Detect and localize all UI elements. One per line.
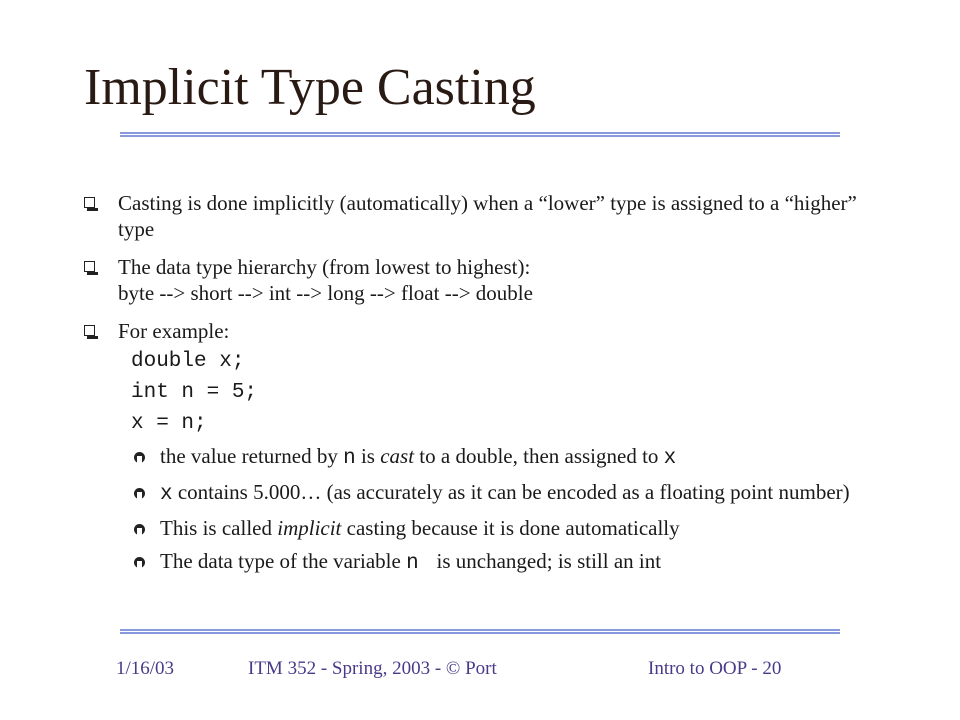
code-inline: n — [406, 552, 432, 575]
sub-bullet-item — [84, 443, 874, 472]
bullet-text: The data type hierarchy (from lowest to highest): — [118, 255, 531, 279]
bullet-text: For example: — [118, 319, 230, 343]
sub-text: is unchanged; is still an int — [431, 549, 662, 573]
checkbox-bullet-icon — [84, 197, 95, 208]
code-inline: n — [343, 447, 356, 470]
bullet-text: Casting is done implicitly (automatically) when a “lower” type is assigned to a “higher” type — [118, 191, 857, 241]
sub-text: the value returned by — [160, 444, 344, 468]
sub-text: contains 5.000… (as accurately as it can be encoded as a floating point number) — [172, 480, 850, 504]
code-line: x = n; — [131, 412, 207, 435]
title-divider — [120, 132, 840, 138]
sub-bullet-item — [84, 515, 874, 541]
sub-text: This is called — [160, 516, 278, 540]
sub-bullet-icon — [134, 452, 145, 463]
sub-bullet-icon — [134, 557, 145, 568]
sub-text: The data type of the variable — [160, 549, 407, 573]
sub-text: casting because it is done automatically — [341, 516, 680, 540]
code-inline: x — [663, 447, 677, 470]
sub-bullet-icon — [134, 524, 145, 535]
footer-divider — [120, 629, 840, 635]
checkbox-bullet-icon — [84, 261, 95, 272]
code-inline: x — [160, 483, 173, 506]
bullet-item — [84, 318, 874, 344]
sub-text: is — [355, 444, 381, 468]
footer-date: 1/16/03 — [116, 658, 175, 679]
code-line: double x; — [131, 350, 245, 373]
checkbox-bullet-icon — [84, 325, 95, 336]
footer-course: ITM 352 - Spring, 2003 - © Port — [248, 658, 497, 679]
emphasis-text: cast — [380, 444, 415, 468]
emphasis-text: implicit — [277, 516, 342, 540]
slide-title: Implicit Type Casting — [84, 59, 536, 116]
footer-slide-number: Intro to OOP - 20 — [648, 658, 782, 679]
bullet-list — [84, 190, 874, 584]
sub-text: to a double, then assigned to — [414, 444, 664, 468]
type-hierarchy: byte --> short --> int --> long --> float --> double — [118, 281, 533, 305]
sub-bullet-icon — [134, 488, 145, 499]
sub-bullet-item — [84, 479, 874, 508]
sub-bullet-item — [84, 548, 874, 577]
bullet-item — [84, 190, 874, 242]
bullet-item — [84, 254, 874, 306]
code-line: int n = 5; — [131, 381, 258, 404]
